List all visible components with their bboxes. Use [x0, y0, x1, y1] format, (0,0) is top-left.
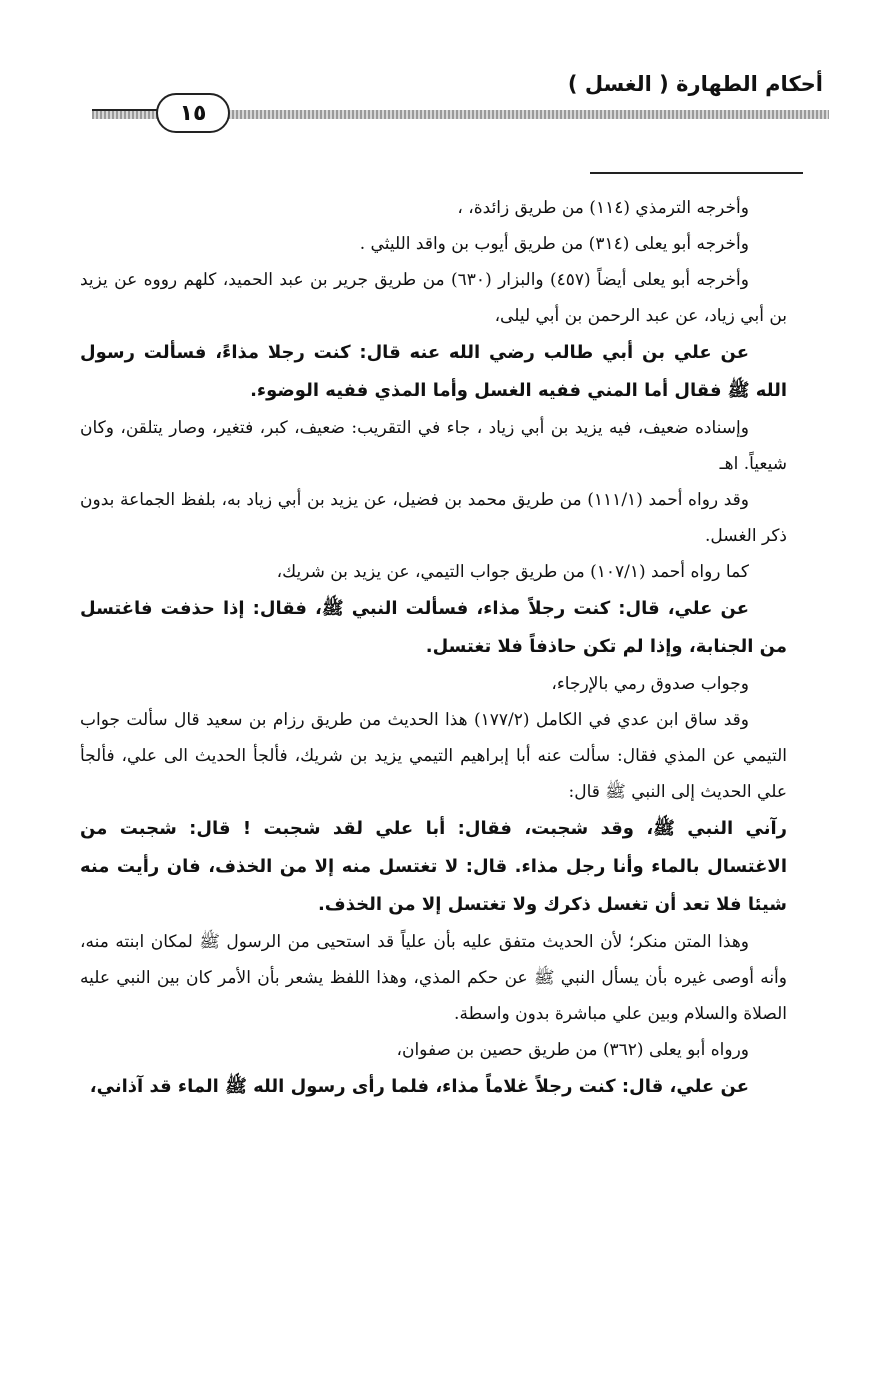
header-line [92, 109, 158, 111]
paragraph: ورواه أبو يعلى (٣٦٢) من طريق حصين بن صفوان، [396, 1040, 749, 1060]
paragraph: وقد رواه أحمد (١١١/١) من طريق محمد بن فضيل، عن يزيد بن أبي زياد به، بلفظ الجماعة بدون ذكر الغسل. [80, 490, 787, 546]
book-title: أحكام الطهارة ( الغسل ) [567, 72, 823, 96]
section-divider [590, 172, 803, 174]
paragraph: وهذا المتن منكر؛ لأن الحديث متفق عليه بأن علياً قد استحيى من الرسول ﷺ لمكان ابنته منه، وأنه أوصى غيره بأن يسأل النبي ﷺ عن حكم المذي، وهذا اللفظ يشعر بأن الأمر كان بين النبي عليه الصلاة والسلام وبين علي مباشرة بدون واسطة. [80, 932, 787, 1024]
hadith-text: رآني النبي ﷺ، وقد شجبت، فقال: أبا علي لقد شجبت ! قال: شجبت من الاغتسال بالماء وأنا رجل مذاء. قال: لا تغتسل منه إلا من الخذف، فان رأيت منه شيئا فلا تعد أن تغسل ذكرك ولا تغتسل إلا من الخذف. [80, 818, 787, 915]
paragraph: وأخرجه أبو يعلى (٣١٤) من طريق أيوب بن واقد الليثي . [359, 234, 749, 254]
paragraph: وجواب صدوق رمي بالإرجاء، [551, 674, 749, 694]
hadith-text: عن علي بن أبي طالب رضي الله عنه قال: كنت رجلا مذاءً، فسألت رسول الله ﷺ فقال أما المني ففيه الغسل وأما المذي ففيه الوضوء. [80, 342, 787, 401]
paragraph: وأخرجه أبو يعلى أيضاً (٤٥٧) والبزار (٦٣٠) من طريق جرير بن عبد الحميد، كلهم رووه عن يزيد بن أبي زياد، عن عبد الرحمن بن أبي ليلى، [80, 270, 787, 326]
paragraph: وأخرجه الترمذي (١١٤) من طريق زائدة، ، [457, 198, 749, 218]
paragraph: وقد ساق ابن عدي في الكامل (١٧٧/٢) هذا الحديث من طريق رزام بن سعيد قال سألت جواب التيمي عن المذي فقال: سألت عنه أبا إبراهيم التيمي يزيد بن شريك، فألجأ الحديث الى علي، فألجأ علي الحديث إلى النبي ﷺ قال: [80, 710, 787, 802]
page-body [80, 190, 787, 1106]
paragraph: وإسناده ضعيف، فيه يزيد بن أبي زياد ، جاء في التقريب: ضعيف، كبر، فتغير، وصار يتلقن، وكان شيعياً. اهـ [80, 418, 787, 474]
hadith-text: عن علي، قال: كنت رجلاً غلاماً مذاء، فلما رأى رسول الله ﷺ الماء قد آذاني، [89, 1076, 749, 1097]
paragraph: كما رواه أحمد (١٠٧/١) من طريق جواب التيمي، عن يزيد بن شريك، [276, 562, 749, 582]
hadith-text: عن علي، قال: كنت رجلاً مذاء، فسألت النبي ﷺ، فقال: إذا حذفت فاغتسل من الجنابة، وإذا لم تكن حاذفاً فلا تغتسل. [80, 598, 787, 657]
page-number: ١٥ [156, 93, 230, 133]
